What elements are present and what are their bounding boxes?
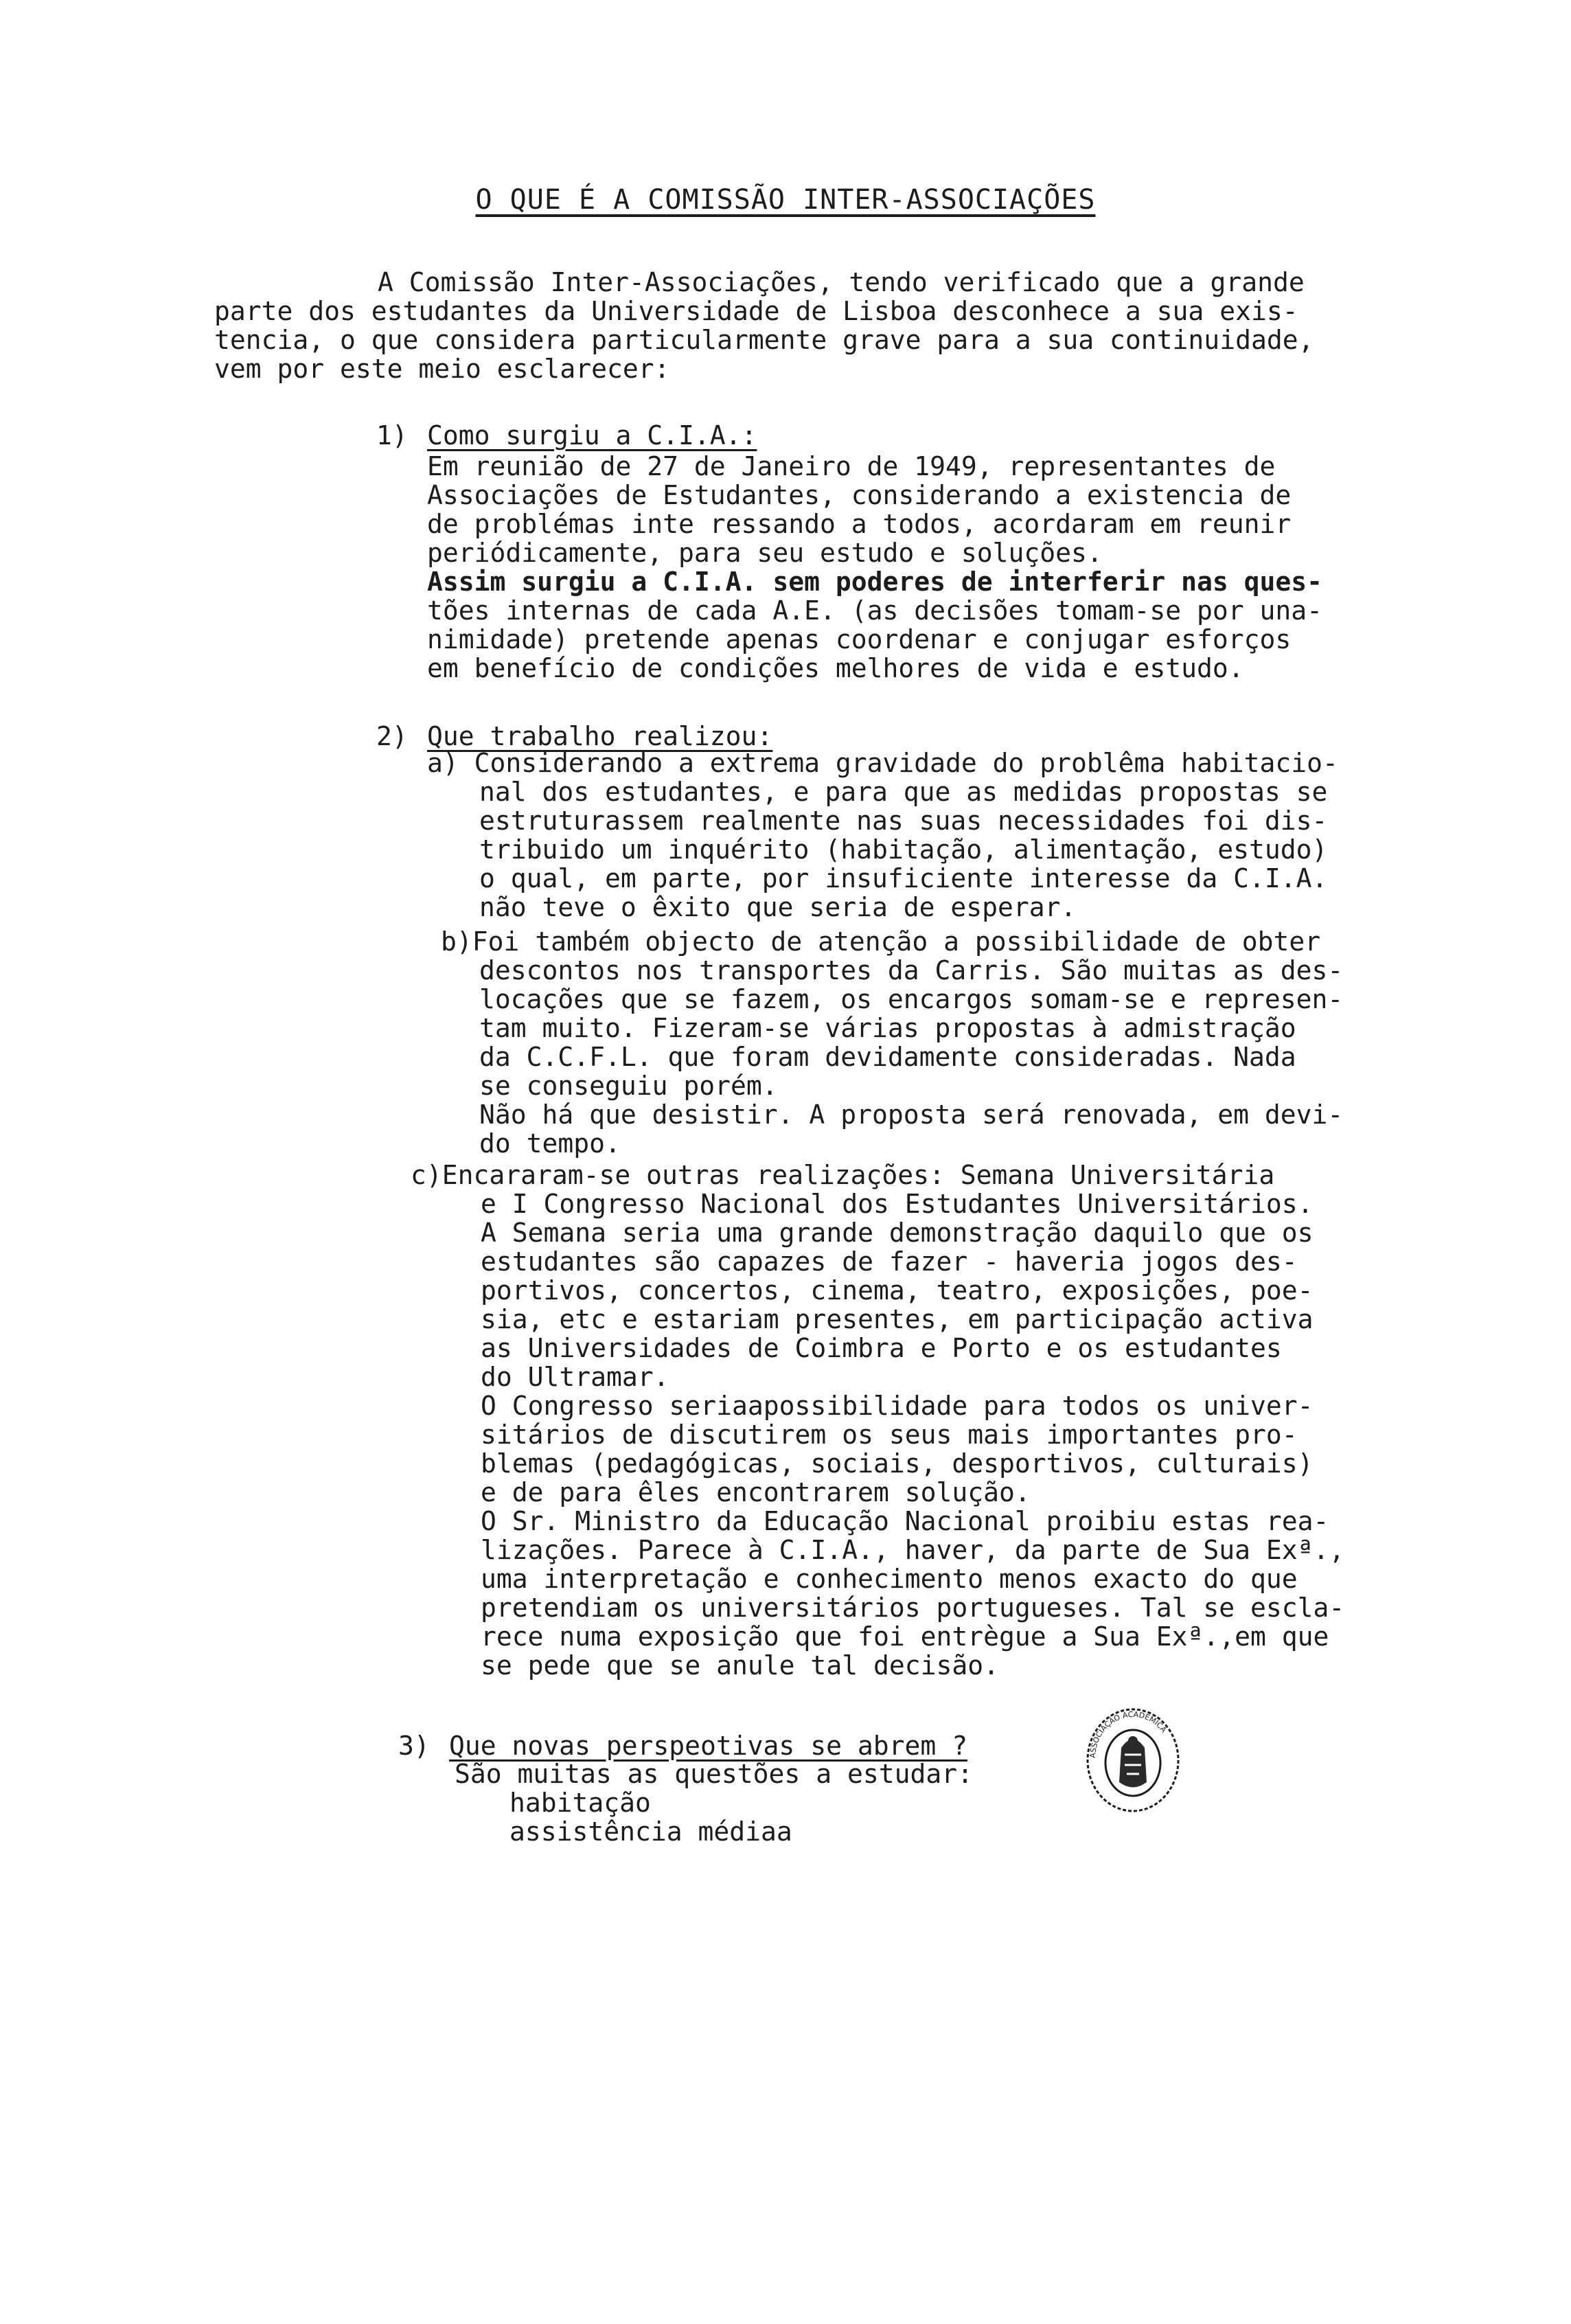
section-2a-line: a) Considerando a extrema gravidade do problêma habitacio- [427,748,1338,778]
intro-line: parte dos estudantes da Universidade de Lisboa desconhece a sua exis- [214,296,1298,326]
section-2b-line: se conseguiu porém. [479,1071,778,1101]
section-1-line: tões internas de cada A.E. (as decisões tomam-se por una- [427,595,1323,626]
section-3-heading: Que novas perspeotivas se abrem ? [449,1731,967,1761]
section-1-line: periódicamente, para seu estudo e soluções. [427,538,1103,568]
section-2c-line: rece numa exposição que foi entrègue a Sua Exª.,em que [481,1621,1329,1652]
section-2a-line: estruturassem realmente nas suas necessidades foi dis- [479,806,1328,836]
section-2c-line: O Congresso seriaapossibilidade para todos os univer- [481,1391,1314,1421]
section-1-body [427,452,1322,683]
section-2b-line: tam muito. Fizeram-se várias propostas à admistração [479,1013,1296,1043]
section-2a-line: não teve o êxito que seria de esperar. [479,892,1077,922]
section-2b-body [441,927,1343,1158]
section-2c-line: do Ultramar. [481,1362,669,1392]
section-1-heading: Como surgiu a C.I.A.: [427,420,757,451]
section-2-heading: Que trabalho realizou: [427,721,773,751]
section-2c-line: se pede que se anule tal decisão. [481,1650,999,1681]
section-2c-line: O Sr. Ministro da Educação Nacional proibiu estas rea- [481,1506,1329,1536]
seal-icon [1081,1700,1184,1816]
section-2c-body [411,1161,1344,1680]
section-2c-line: as Universidades de Coimbra e Porto e os estudantes [481,1333,1282,1363]
section-2a-line: o qual, em parte, por insuficiente interesse da C.I.A. [479,863,1328,893]
section-2c-line: sia, etc e estariam presentes, em participação activa [481,1304,1314,1334]
section-1-line: Associações de Estudantes, considerando a existencia de [427,480,1292,510]
section-2b-line: Não há que desistir. A proposta será renovada, em devi- [479,1100,1344,1130]
section-1-line: Assim surgiu a C.I.A. sem poderes de interferir nas ques- [427,567,1323,597]
section-2c-line: pretendiam os universitários portugueses. Tal se escla- [481,1593,1345,1623]
section-2b-line: locações que se fazem, os encargos somam-se e represen- [479,984,1344,1014]
section-2b-line: da C.C.F.L. que foram devidamente consideradas. Nada [479,1042,1296,1072]
section-3-body [455,1759,973,1846]
intro-paragraph [214,268,1464,383]
document-title: O QUE É A COMISSÃO INTER-ASSOCIAÇÕES [475,184,1096,216]
section-3-number: 3) [398,1731,430,1761]
section-1-number: 1) [376,420,408,451]
section-2c-line: uma interpretação e conhecimento menos exacto do que [481,1564,1298,1594]
section-2c-line: A Semana seria uma grande demonstração daquilo que os [481,1218,1314,1248]
section-2b-line: b)Foi também objecto de atenção a possibilidade de obter [441,926,1321,957]
section-2a-line: nal dos estudantes, e para que as medidas propostas se [479,777,1328,807]
section-2c-line: c)Encararam-se outras realizações: Semana Universitária [411,1160,1275,1190]
section-2c-line: estudantes são capazes de fazer - haveria jogos des- [481,1246,1298,1277]
intro-line: tencia, o que considera particularmente grave para a sua continuidade, [214,325,1314,355]
section-1-line: nimidade) pretende apenas coordenar e conjugar esforços [427,624,1292,654]
section-2c-line: e I Congresso Nacional dos Estudantes Universitários. [481,1189,1314,1219]
section-3-line: assistência médiaa [509,1816,792,1847]
seal-ring-text: ASSOCIAÇÃO ACADÉMICA [1088,1709,1169,1759]
section-2c-line: portivos, concertos, cinema, teatro, exposições, poe- [481,1275,1314,1306]
section-2a-body [427,749,1338,922]
section-3-line: São muitas as questões a estudar: [455,1759,973,1789]
section-2c-line: e de para êles encontrarem solução. [481,1477,1031,1507]
association-seal [1081,1700,1184,1816]
section-2b-line: descontos nos transportes da Carris. São muitas as des- [479,955,1344,986]
intro-line: A Comissão Inter-Associações, tendo verificado que a grande [378,267,1305,297]
section-1-line: de problémas inte ressando a todos, acordaram em reunir [427,509,1292,539]
section-2c-line: lizações. Parece à C.I.A., haver, da parte de Sua Exª., [481,1535,1345,1565]
section-2-number: 2) [376,721,408,751]
section-2c-line: blemas (pedagógicas, sociais, desportivos, culturais) [481,1448,1314,1479]
section-3-line: habitação [509,1788,651,1818]
section-1-line: Em reunião de 27 de Janeiro de 1949, representantes de [427,451,1276,481]
section-1-line: em benefício de condições melhores de vida e estudo. [427,653,1244,683]
section-2c-line: sitários de discutirem os seus mais importantes pro- [481,1420,1298,1450]
section-2b-line: do tempo. [479,1128,621,1159]
intro-line: vem por este meio esclarecer: [214,354,670,384]
section-2a-line: tribuido um inquérito (habitação, alimentação, estudo) [479,834,1328,865]
